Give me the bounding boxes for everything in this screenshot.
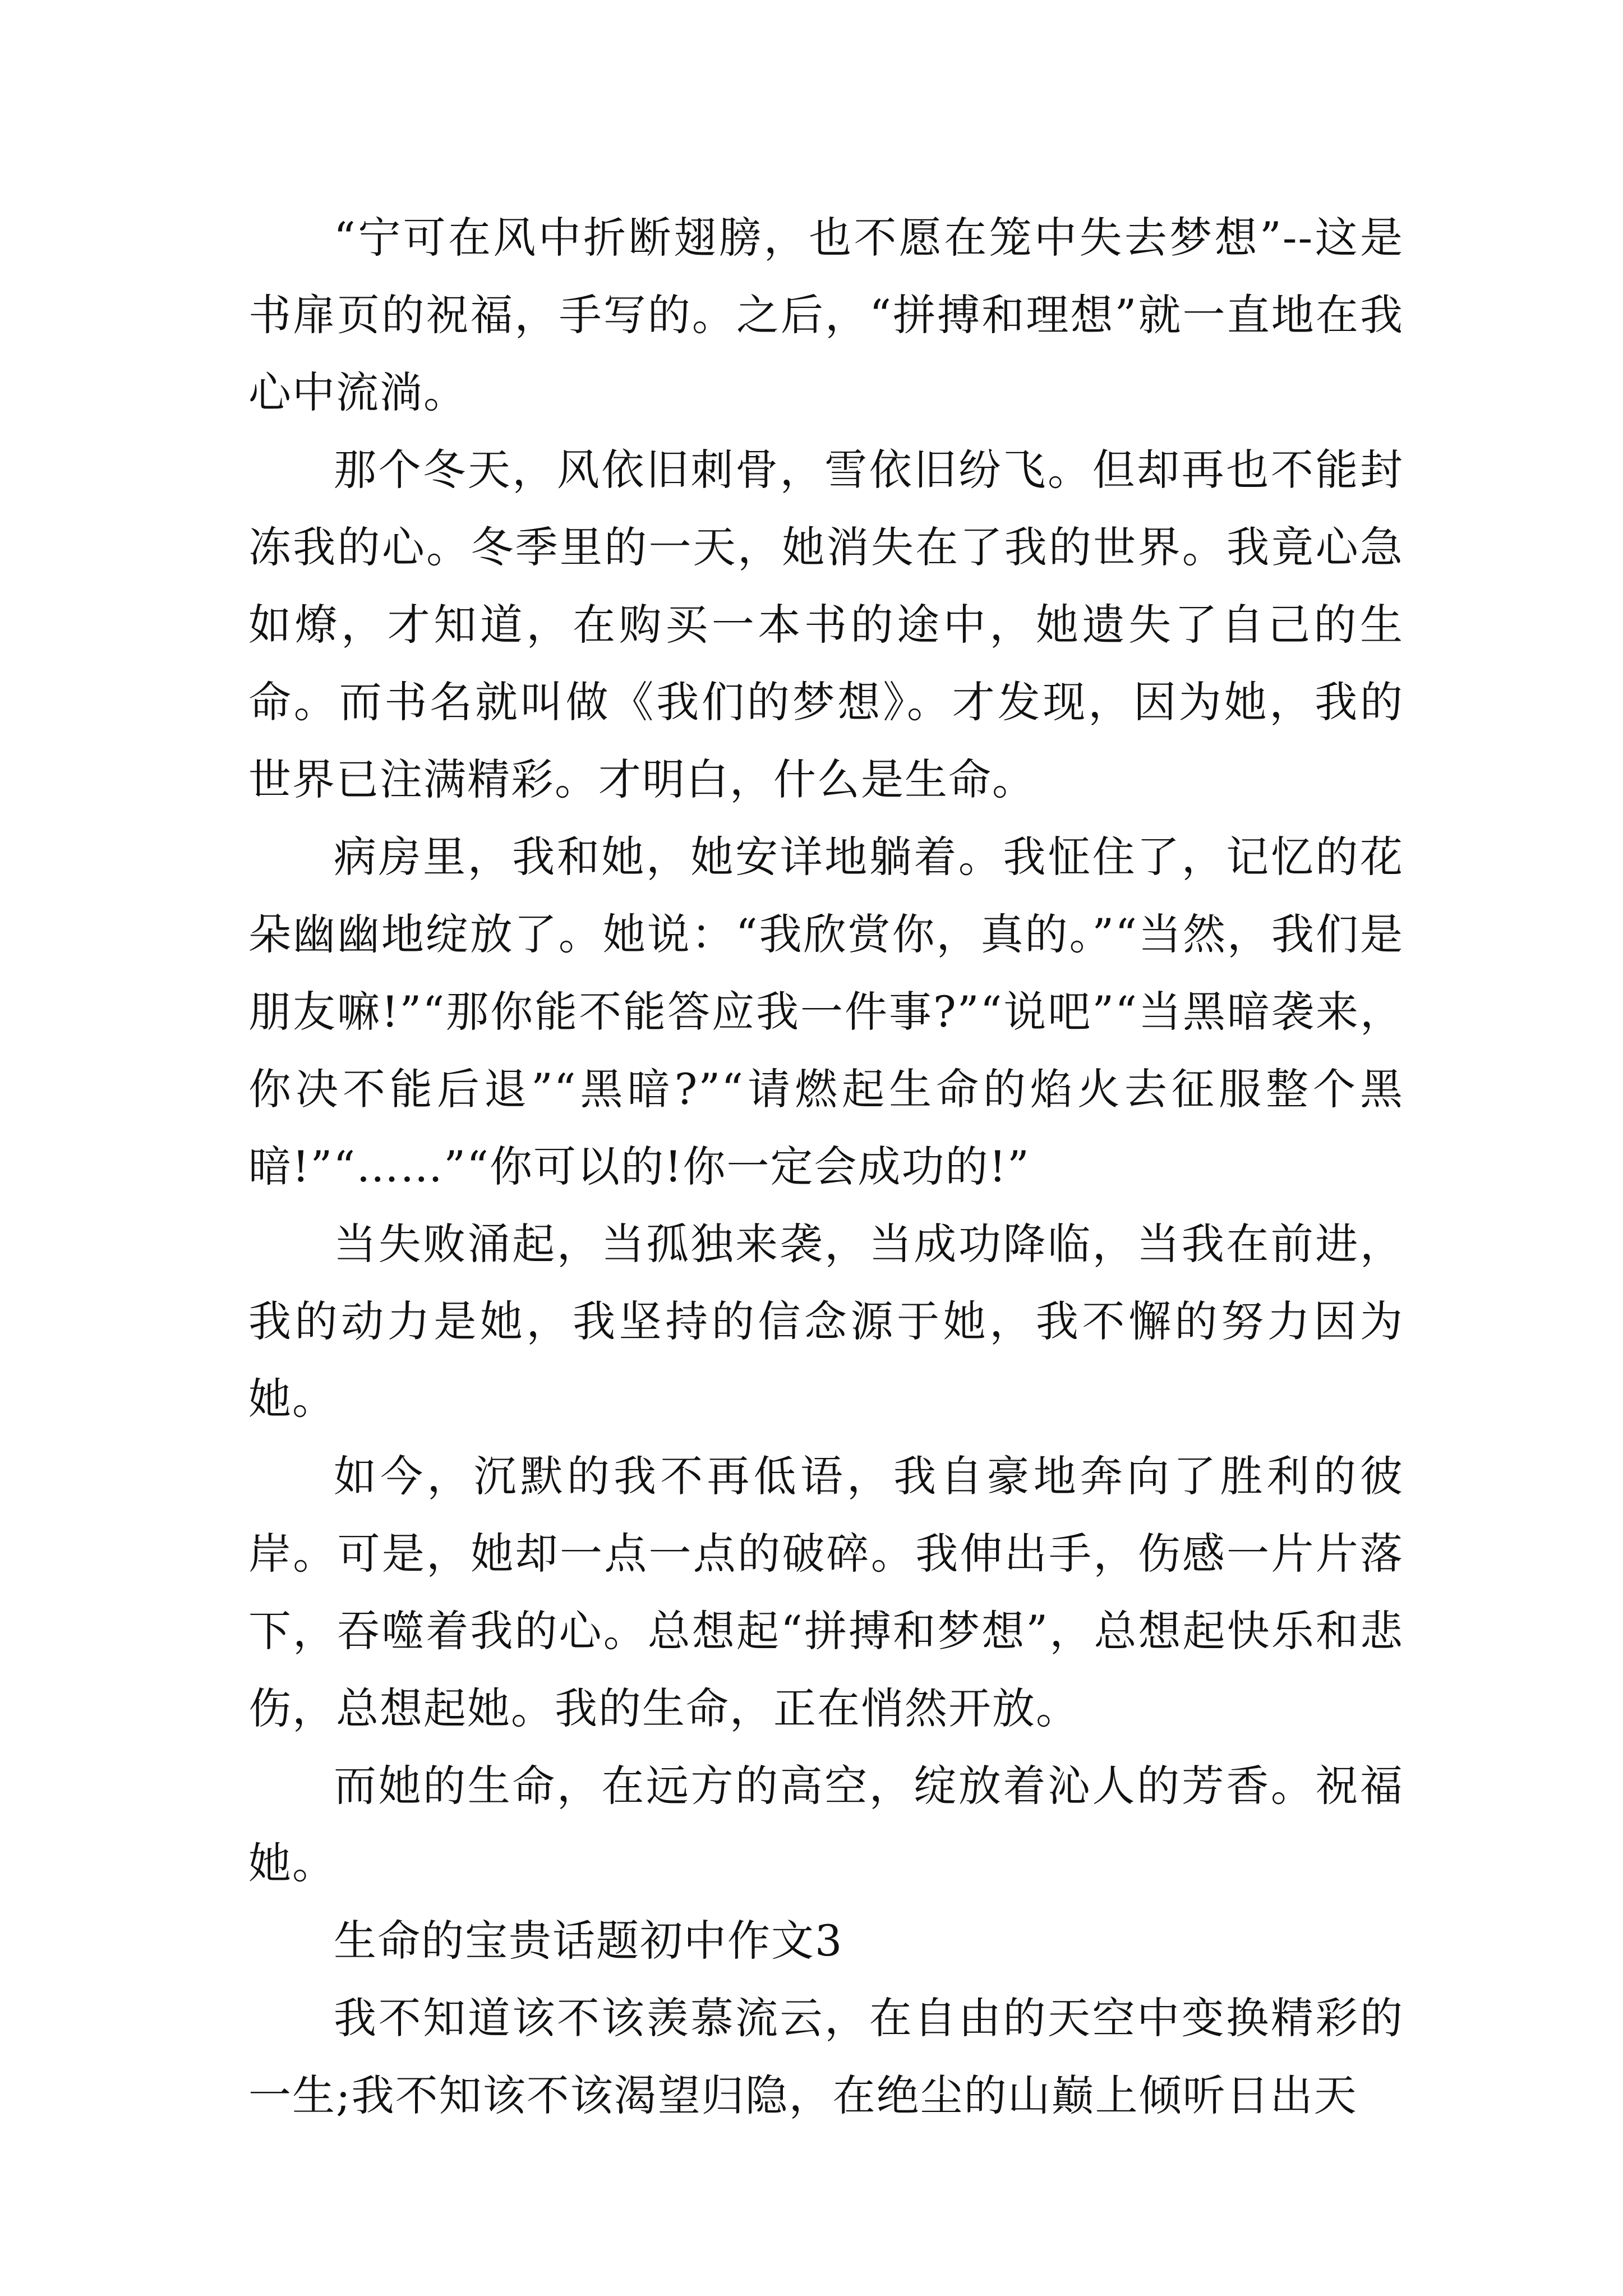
paragraph-6: 而她的生命，在远方的高空，绽放着沁人的芳香。祝福她。 bbox=[248, 1761, 1404, 1888]
paragraph-7: 我不知道该不该羡慕流云，在自由的天空中变换精彩的一生;我不知该不该渴望归隐，在绝尘的山巅上倾听日出天 bbox=[248, 1993, 1404, 2120]
paragraph-1: “宁可在风中折断翅膀，也不愿在笼中失去梦想”--这是书扉页的祝福，手写的。之后，“拼搏和理想”就一直地在我心中流淌。 bbox=[248, 213, 1404, 417]
section-heading: 生命的宝贵话题初中作文3 bbox=[334, 1916, 843, 1966]
document-body bbox=[248, 199, 1404, 2134]
paragraph-5: 如今，沉默的我不再低语，我自豪地奔向了胜利的彼岸。可是，她却一点一点的破碎。我伸出手，伤感一片片落下，吞噬着我的心。总想起“拼搏和梦想”，总想起快乐和悲伤，总想起她。我的生命，正在悄然开放。 bbox=[248, 1451, 1404, 1733]
paragraph-4: 当失败涌起，当孤独来袭，当成功降临，当我在前进，我的动力是她，我坚持的信念源于她，我不懈的努力因为她。 bbox=[248, 1219, 1404, 1424]
paragraph-2: 那个冬天，风依旧刺骨，雪依旧纷飞。但却再也不能封冻我的心。冬季里的一天，她消失在了我的世界。我竟心急如燎，才知道，在购买一本书的途中，她遗失了自己的生命。而书名就叫做《我们的梦想》。才发现，因为她，我的世界已注满精彩。才明白，什么是生命。 bbox=[248, 445, 1404, 804]
paragraph-3: 病房里，我和她，她安详地躺着。我怔住了，记忆的花朵幽幽地绽放了。她说：“我欣赏你，真的。”“当然，我们是朋友嘛!”“那你能不能答应我一件事?”“说吧”“当黑暗袭来，你决不能后退”“黑暗?”“请燃起生命的焰火去征服整个黑暗!”“……”“你可以的!你一定会成功的!” bbox=[248, 832, 1404, 1191]
